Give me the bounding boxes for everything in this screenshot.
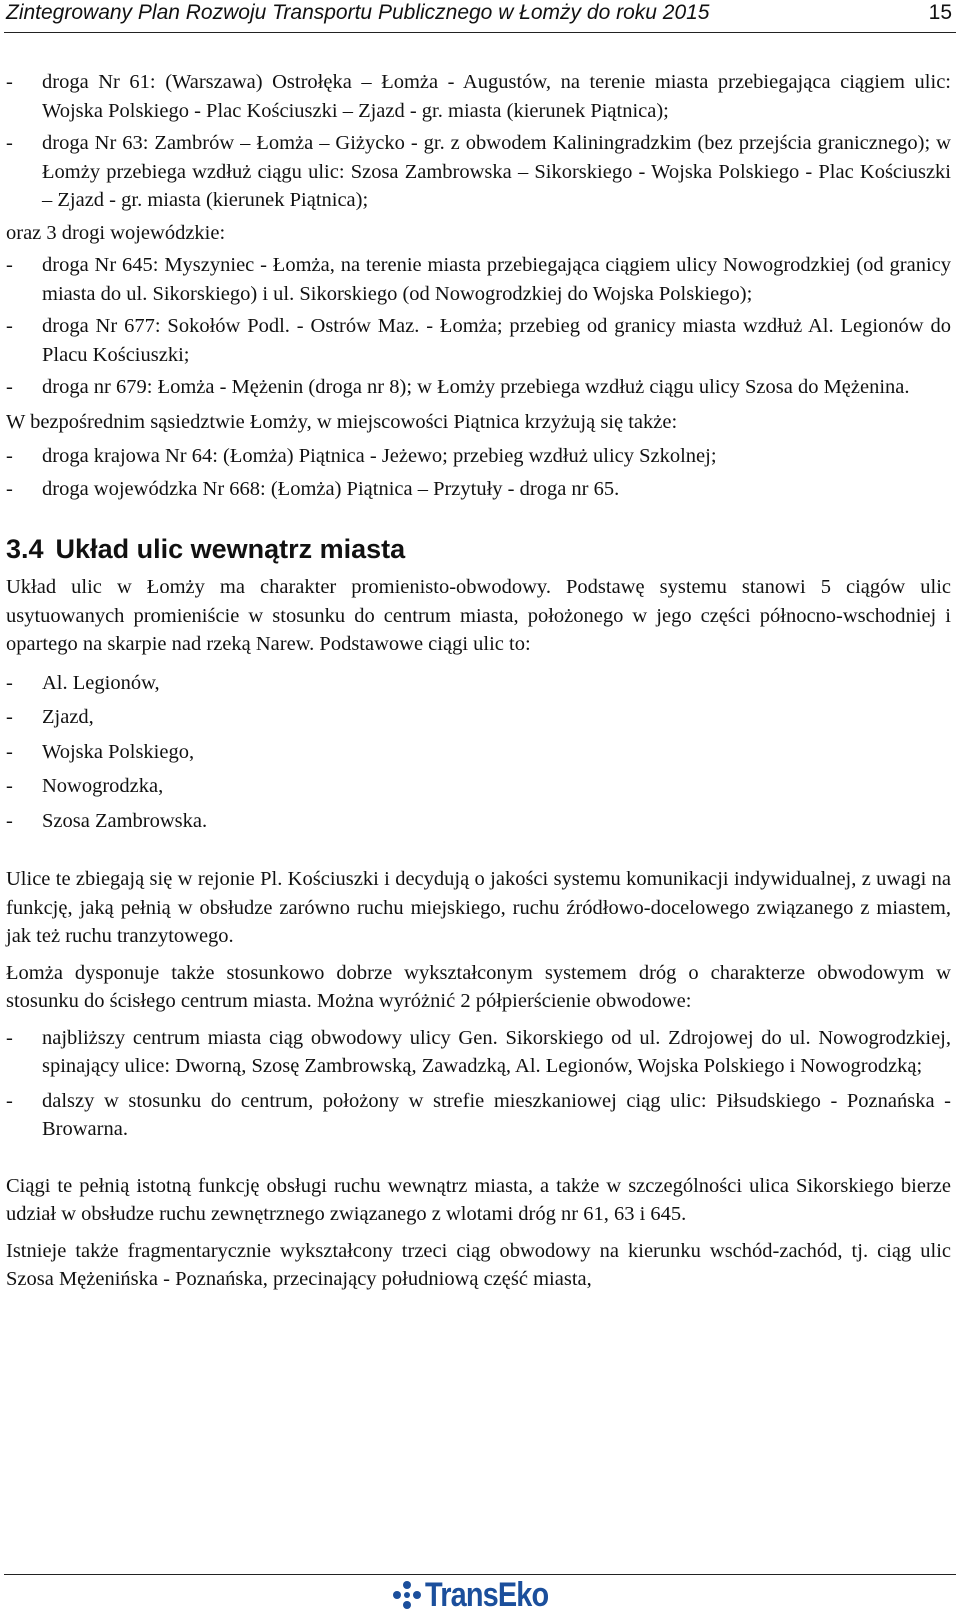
ring-item: najbliższy centrum miasta ciąg obwodowy ulicy Gen. Sikorskiego od ul. Zdrojowej do ul. Nowogrodzkiej, spinający ulice: Dworną, Szosę Zambrowską, Zawadzką, Al. Legionów, Wojska Polskiego i Nowogrodzką; — [42, 1026, 951, 1077]
list-dash: - — [6, 477, 13, 500]
street-item: Zjazd, — [42, 706, 94, 728]
paragraph-third-ring: Istnieje także fragmentarycznie wykształcony trzeci ciąg obwodowy na kierunku wschód-zachód, tj. ciąg ulic Szosa Mężenińska - Poznańska, przecinający południową część miasta, — [6, 1239, 951, 1290]
section-heading — [6, 533, 951, 565]
list-dash: - — [6, 132, 13, 154]
document-title: Zintegrowany Plan Rozwoju Transportu Publicznego w Łomży do roku 2015 — [6, 1, 710, 24]
road-item: droga Nr 61: (Warszawa) Ostrołęka – Łomża - Augustów, na terenie miasta przebiegająca ciągiem ulic: Wojska Polskiego - Plac Kościuszki – Zjazd - gr. miasta (kierunek Piątnica); — [42, 71, 951, 122]
neighborhood-intro: W bezpośrednim sąsiedztwie Łomży, w miejscowości Piątnica krzyżują się także: — [6, 410, 678, 433]
road-item: droga krajowa Nr 64: (Łomża) Piątnica - Jeżewo; przebieg wzdłuż ulicy Szkolnej; — [42, 445, 717, 467]
street-item: Al. Legionów, — [42, 671, 160, 694]
list-item — [6, 738, 951, 767]
transeko-logo — [392, 1575, 570, 1614]
road-item: droga wojewódzka Nr 668: (Łomża) Piątnica – Przytuły - droga nr 65. — [42, 477, 620, 500]
list-dash: - — [6, 71, 13, 93]
page-content — [6, 68, 951, 1294]
list-dash: - — [6, 775, 13, 797]
list-dash: - — [6, 1026, 13, 1049]
list-item — [6, 772, 951, 801]
section-number: 3.4 — [6, 534, 44, 564]
list-dash: - — [6, 315, 13, 337]
paragraph-ring: Łomża dysponuje także stosunkowo dobrze wykształconym systemem dróg o charakterze obwodowym w stosunku do ścisłego centrum miasta. Można wyróżnić 2 półpierścienie obwodowe: — [6, 961, 951, 1012]
paragraph-function: Ciągi te pełnią istotną funkcję obsługi ruchu wewnątrz miasta, a także w szczególności ulica Sikorskiego bierze udział w obsłudze ruchu zewnętrznego związanego z wlotami dróg nr 61, 63 i 645. — [6, 1174, 951, 1225]
page-footer — [4, 1574, 956, 1612]
list-item — [6, 1024, 951, 1081]
voivodeship-intro: oraz 3 drogi wojewódzkie: — [6, 221, 226, 244]
road-item: droga nr 679: Łomża - Mężenin (droga nr 8); w Łomży przebiega wzdłuż ciągu ulicy Szosa do Mężenina. — [42, 376, 910, 398]
street-item: Szosa Zambrowska. — [42, 809, 208, 832]
list-dash: - — [6, 809, 13, 832]
list-item — [6, 312, 951, 369]
list-dash: - — [6, 376, 13, 398]
list-dash: - — [6, 740, 13, 763]
list-dash: - — [6, 671, 13, 694]
logo-text: TransEko — [425, 1575, 549, 1614]
ring-item: dalszy w stosunku do centrum, położony w strefie mieszkaniowej ciąg ulic: Piłsudskiego - Poznańska - Browarna. — [42, 1089, 951, 1140]
list-dash: - — [6, 1089, 13, 1112]
street-item: Nowogrodzka, — [42, 775, 164, 797]
road-item: droga Nr 63: Zambrów – Łomża – Giżycko - gr. z obwodem Kaliningradzkim (bez przejścia granicznego); w Łomży przebiega wzdłuż ciągu ulic: Szosa Zambrowska – Sikorskiego - Wojska Polskiego - Plac Kościuszki – Zjazd - gr. miasta (kierunek Piątnica); — [42, 132, 951, 211]
list-item — [6, 129, 951, 215]
section-intro: Układ ulic w Łomży ma charakter promienisto-obwodowy. Podstawę systemu stanowi 5 ciągów ulic usytuowanych promieniście w stosunku do centrum miasta, położonego w jego części północno-wschodniej i opartego na skarpie nad rzeką Narew. Podstawowe ciągi ulic to: — [6, 576, 951, 655]
list-item — [6, 1087, 951, 1144]
transeko-logo-mark-icon — [392, 1580, 422, 1610]
list-item — [6, 475, 951, 504]
list-item — [6, 669, 951, 698]
list-item — [6, 68, 951, 125]
list-dash: - — [6, 706, 13, 728]
road-item: droga Nr 645: Myszyniec - Łomża, na terenie miasta przebiegająca ciągiem ulicy Nowogrodzkiej (od granicy miasta do ul. Sikorskiego) i ul. Sikorskiego (od Nowogrodzkiej do Wojska Polskiego); — [42, 254, 951, 305]
list-item — [6, 373, 951, 402]
list-item — [6, 442, 951, 471]
list-item — [6, 807, 951, 836]
list-item — [6, 251, 951, 308]
road-item: droga Nr 677: Sokołów Podl. - Ostrów Maz. - Łomża; przebieg od granicy miasta wzdłuż Al. Legionów do Placu Kościuszki; — [42, 315, 951, 366]
page-header — [4, 0, 956, 33]
list-dash: - — [6, 445, 13, 467]
list-dash: - — [6, 254, 13, 276]
paragraph-converge: Ulice te zbiegają się w rejonie Pl. Kościuszki i decydują o jakości systemu komunikacji indywidualnej, z uwagi na funkcję, jaką pełnią w obsłudze zarówno ruchu miejskiego, ruchu źródłowo-docelowego związanego z miastem, jak też ruchu tranzytowego. — [6, 868, 951, 947]
street-item: Wojska Polskiego, — [42, 740, 195, 763]
section-title: Układ ulic wewnątrz miasta — [55, 534, 406, 564]
list-item — [6, 703, 951, 732]
page-number: 15 — [928, 1, 952, 24]
street-list — [6, 669, 951, 836]
